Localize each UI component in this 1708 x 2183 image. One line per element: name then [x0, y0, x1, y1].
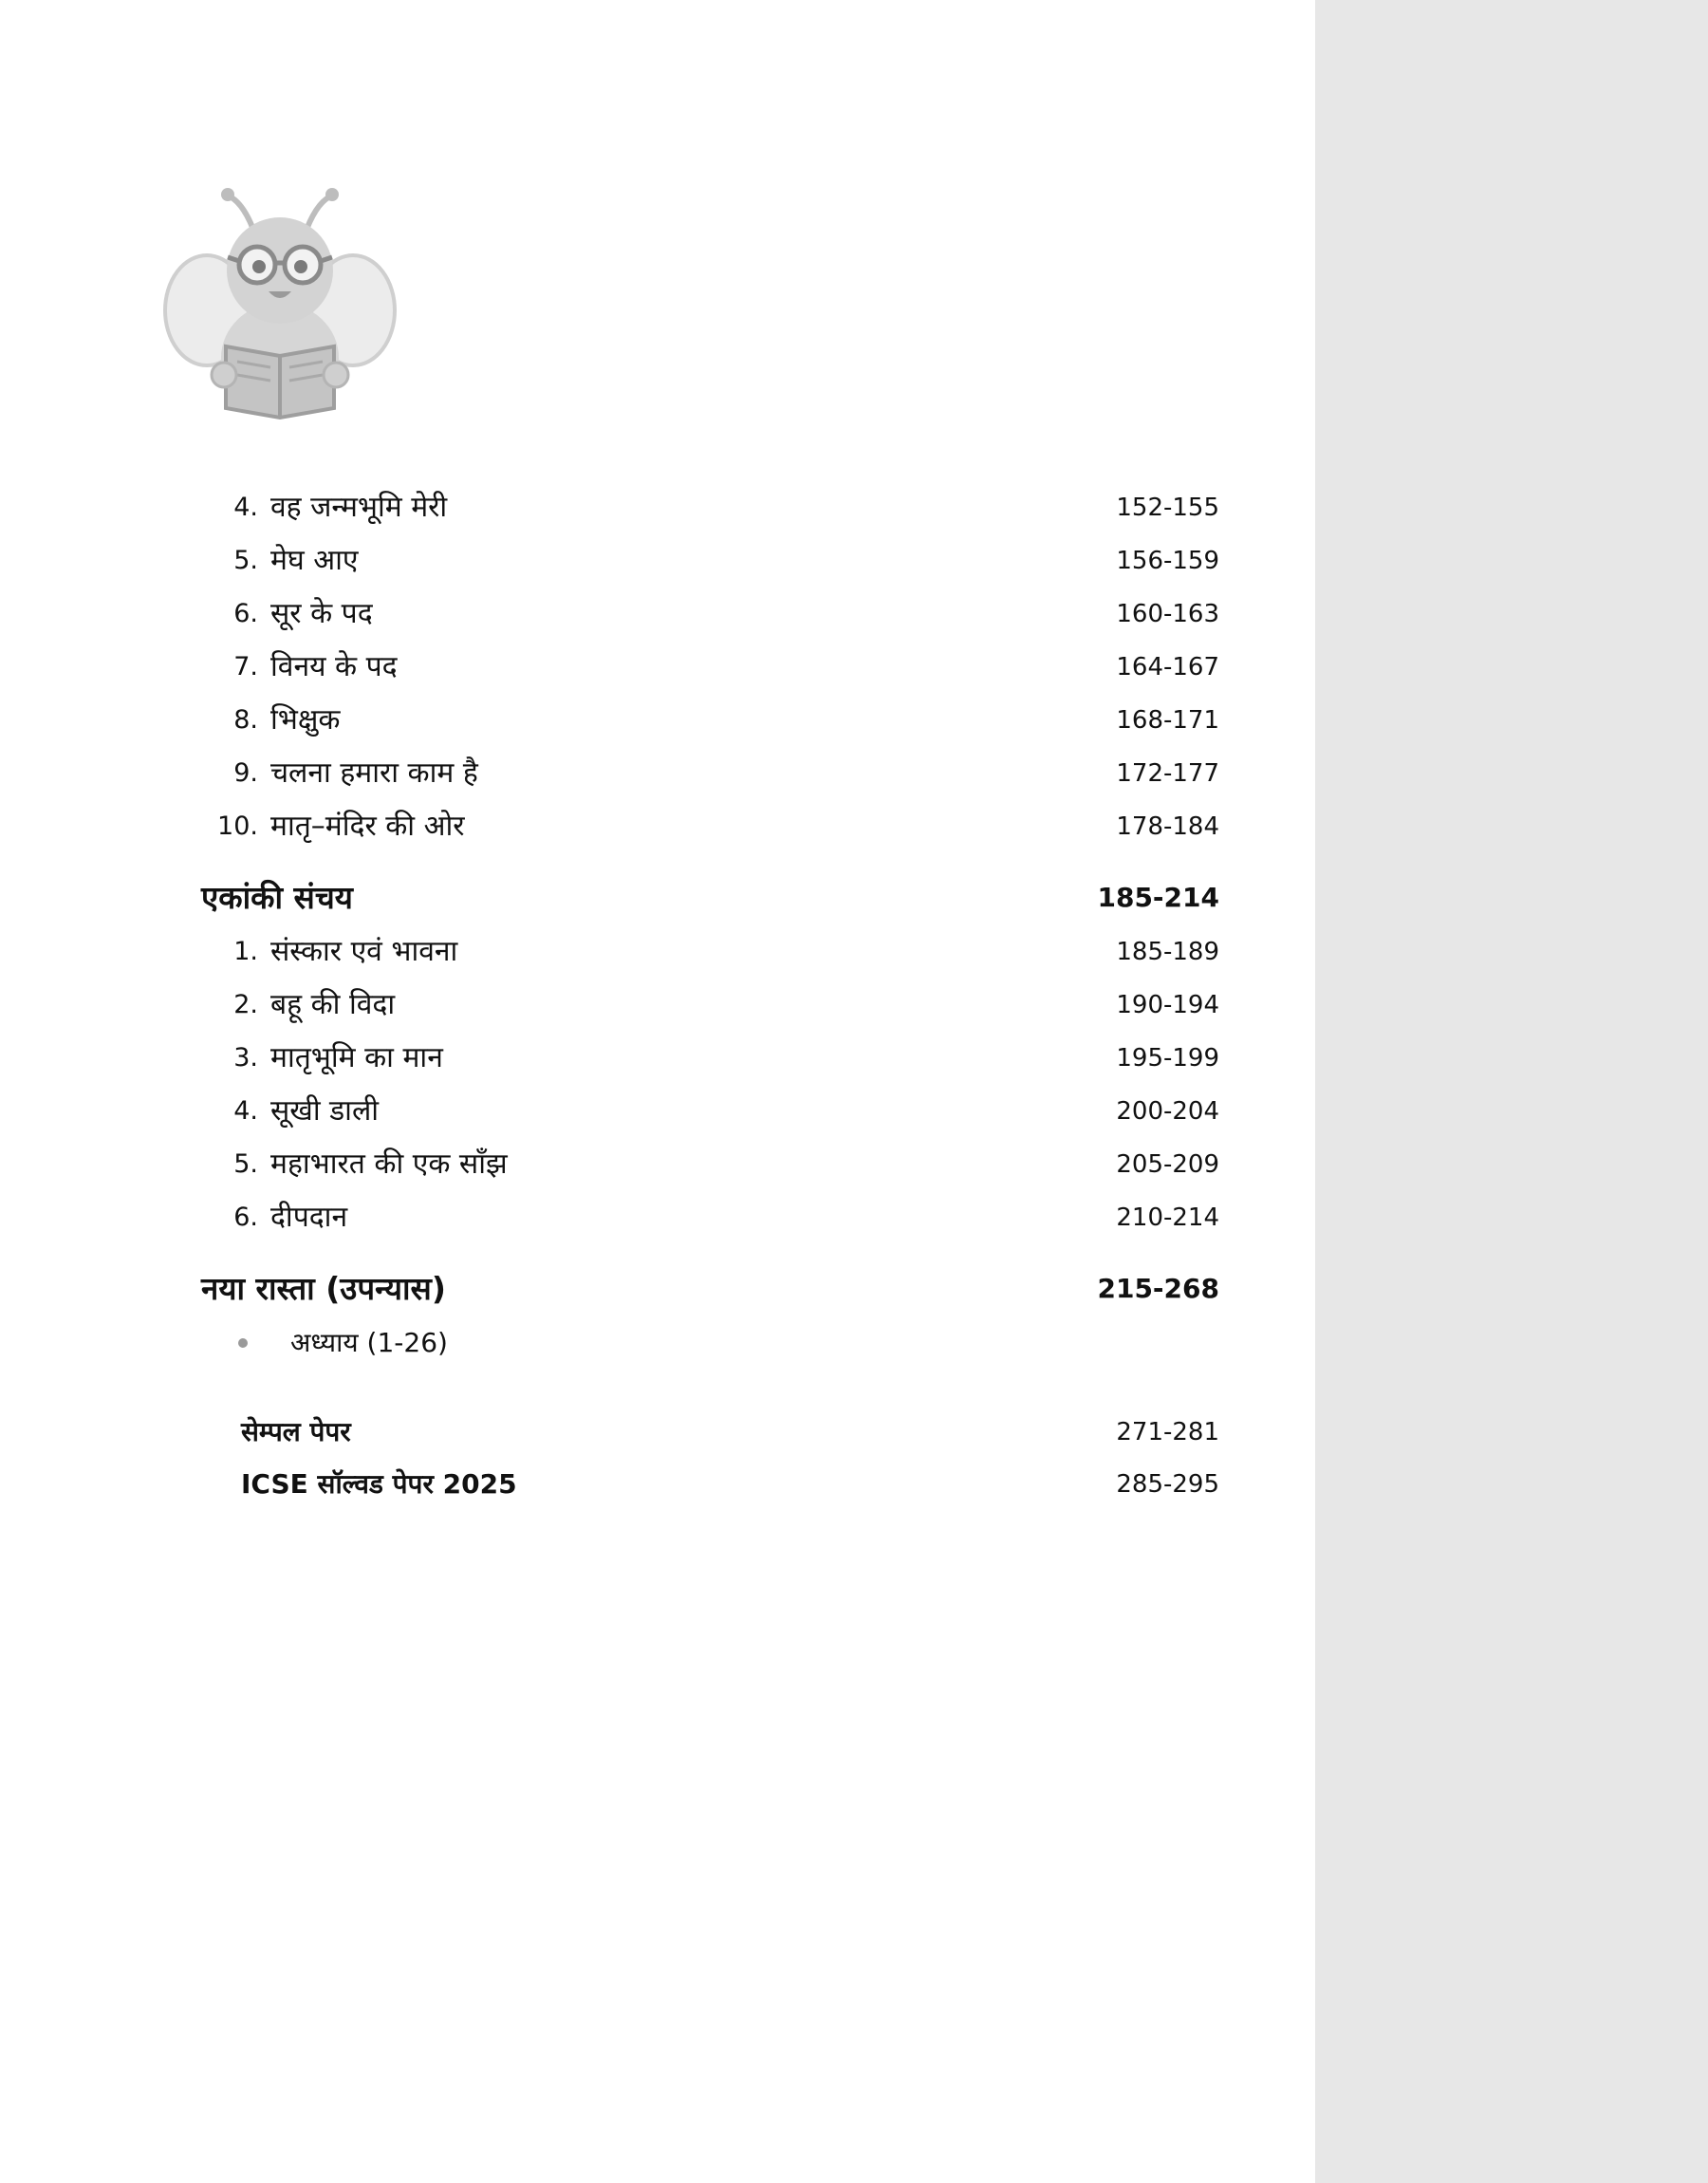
toc-entry-ekanki-4[interactable]: [0, 1089, 1224, 1134]
entry-title: संस्कार एवं भावना: [270, 935, 458, 968]
entry-number: 9.: [233, 758, 258, 788]
entry-title: सूखी डाली: [270, 1094, 380, 1128]
entry-number: 8.: [233, 705, 258, 735]
entry-number: 4.: [233, 1096, 258, 1126]
entry-pages: 178-184: [1116, 812, 1219, 841]
toc-entry-ekanki-5[interactable]: [0, 1142, 1224, 1187]
toc-entry-poem-10[interactable]: [0, 804, 1224, 849]
entry-pages: 195-199: [1116, 1044, 1219, 1073]
entry-title: बहू की विदा: [270, 988, 396, 1021]
entry-number: 6.: [233, 1203, 258, 1232]
entry-title: भिक्षुक: [270, 703, 341, 737]
entry-pages: 185-189: [1116, 938, 1219, 966]
entry-number: 4.: [233, 493, 258, 522]
toc-entry-poem-7[interactable]: [0, 644, 1224, 690]
toc-section-ekanki[interactable]: [0, 875, 1224, 921]
section-pages: 185-214: [1097, 882, 1219, 913]
entry-pages: 285-295: [1116, 1470, 1219, 1499]
entry-pages: 200-204: [1116, 1097, 1219, 1126]
entry-title: महाभारत की एक साँझ: [270, 1147, 508, 1181]
entry-pages: 210-214: [1116, 1203, 1219, 1232]
entry-pages: 152-155: [1116, 494, 1219, 522]
toc-entry-poem-4[interactable]: [0, 485, 1224, 531]
entry-number: 1.: [233, 937, 258, 966]
entry-pages: 168-171: [1116, 706, 1219, 735]
entry-number: 6.: [233, 599, 258, 628]
toc-entry-ekanki-6[interactable]: [0, 1195, 1224, 1241]
section-pages: 215-268: [1097, 1273, 1219, 1304]
entry-title: विनय के पद: [270, 650, 398, 683]
toc-entry-ekanki-2[interactable]: [0, 982, 1224, 1028]
toc-entry-novel-chapters[interactable]: [0, 1320, 1224, 1366]
entry-title: सूर के पद: [270, 597, 373, 630]
entry-title: ICSE सॉल्वड पेपर 2025: [241, 1468, 517, 1500]
toc-section-novel[interactable]: [0, 1266, 1224, 1312]
toc-entry-poem-6[interactable]: [0, 591, 1224, 637]
entry-pages: 190-194: [1116, 991, 1219, 1019]
entry-title: वह जन्मभूमि मेरी: [270, 491, 448, 524]
entry-pages: 271-281: [1116, 1418, 1219, 1446]
entry-pages: 205-209: [1116, 1150, 1219, 1179]
entry-number: 7.: [233, 652, 258, 681]
entry-number: 5.: [233, 1149, 258, 1179]
entry-title: मातृ–मंदिर की ओर: [270, 810, 465, 843]
toc-entry-sample-paper[interactable]: [0, 1409, 1224, 1455]
entry-title: मेघ आए: [270, 544, 359, 577]
toc-entry-icse-solved-paper[interactable]: [0, 1462, 1224, 1507]
entry-number: 5.: [233, 546, 258, 575]
entry-title: दीपदान: [270, 1201, 348, 1234]
entry-pages: 164-167: [1116, 653, 1219, 681]
entry-pages: 160-163: [1116, 600, 1219, 628]
entry-pages: 172-177: [1116, 759, 1219, 788]
toc-entry-ekanki-3[interactable]: [0, 1036, 1224, 1081]
toc-entry-poem-5[interactable]: [0, 538, 1224, 584]
toc-entry-ekanki-1[interactable]: [0, 929, 1224, 975]
entry-number: 10.: [217, 812, 258, 841]
side-margin-panel: [1315, 0, 1708, 2183]
section-title: एकांकी संचय: [201, 879, 353, 916]
entry-title: मातृभूमि का मान: [270, 1041, 443, 1074]
entry-number: 3.: [233, 1043, 258, 1073]
bullet-icon: [238, 1338, 248, 1348]
entry-title: अध्याय (1-26): [290, 1327, 448, 1358]
toc-entry-poem-9[interactable]: [0, 751, 1224, 796]
entry-title: चलना हमारा काम है: [270, 756, 478, 790]
entry-pages: 156-159: [1116, 547, 1219, 575]
entry-title: सेम्पल पेपर: [241, 1416, 351, 1447]
section-title: नया रास्ता (उपन्यास): [201, 1270, 446, 1307]
entry-number: 2.: [233, 990, 258, 1019]
toc-entry-poem-8[interactable]: [0, 698, 1224, 743]
